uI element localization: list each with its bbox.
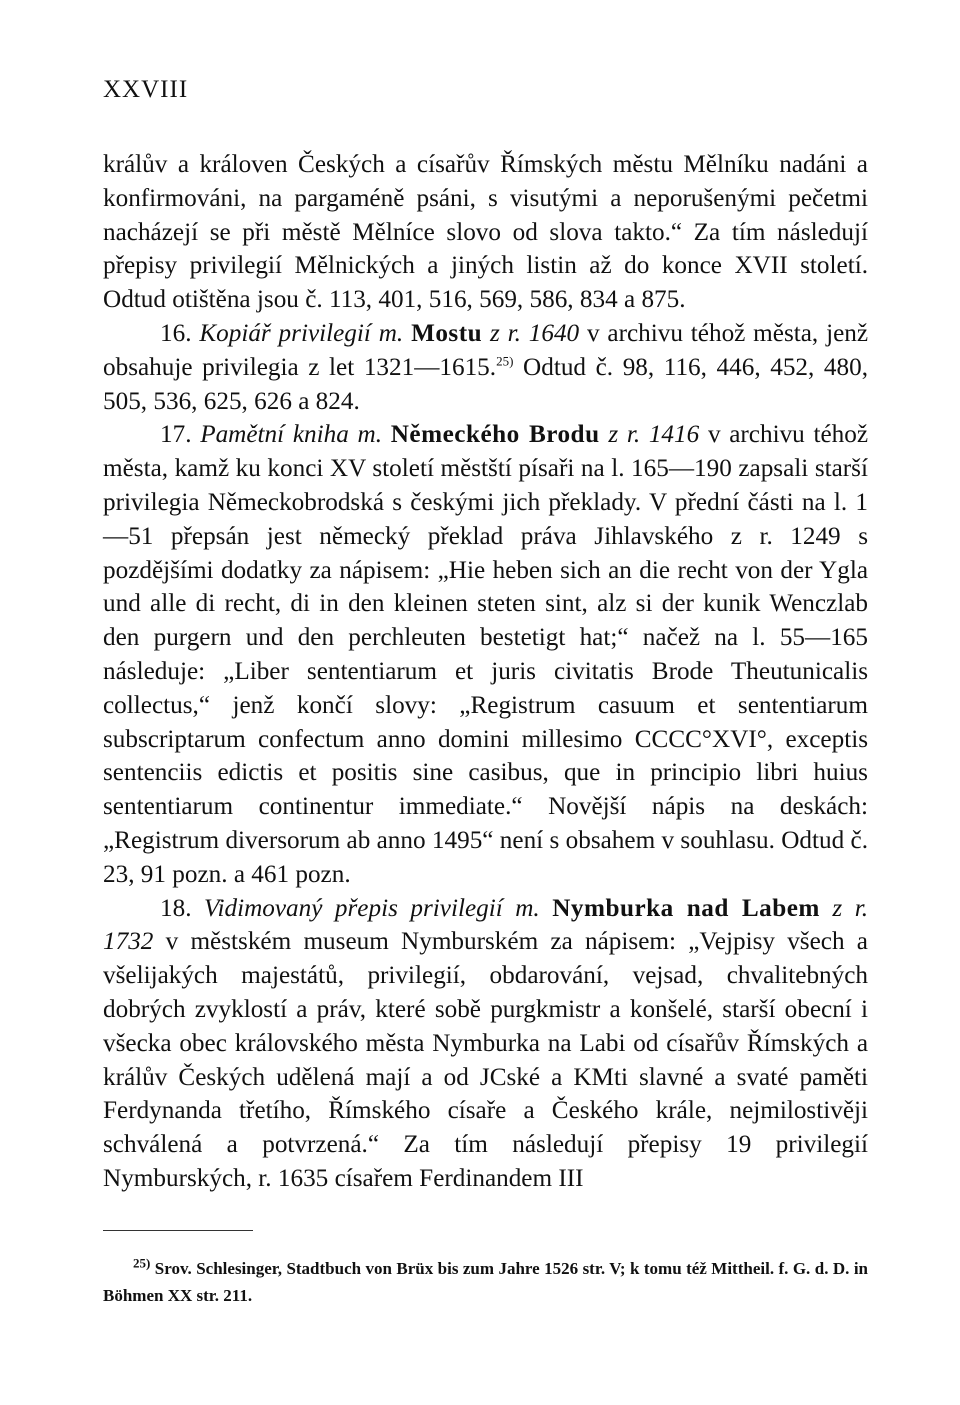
item-place: Německého Brodu	[390, 421, 600, 449]
running-head: XXVIII	[103, 76, 189, 103]
item-place: Nymburka nad Labem	[552, 894, 820, 922]
item-title: Vidimovaný přepis privilegií m.	[203, 894, 540, 922]
paragraph-item-16	[103, 317, 868, 418]
item-number: 18.	[160, 894, 192, 922]
item-text-continued: Odtud č. 98, 116, 446, 452, 480, 505, 536, 625, 626 a 824.	[103, 353, 868, 415]
paragraph-continuation: králův a královen Českých a císařův Římských městu Mělníku nadáni a konfirmováni, na pargaméně psáni, s visutými a neporušenými pečetmi nacházejí se při městě Mělníce slovo od slova takto.“ Za tím následují přepisy privilegií Mělnických a jiných listin až do konce XVII století. Odtud otištěna jsou č. 113, 401, 516, 569, 586, 834 a 875.	[103, 151, 868, 314]
item-place: Mostu	[411, 319, 483, 347]
item-title: Kopiář privilegií m.	[199, 319, 404, 347]
item-text: v archivu téhož města, kamž ku konci XV století městští písaři na l. 165—190 zapsali starší privilegia Německobrodská s českými jich překlady. V přední části na l. 1—51 přepsán jest německý překlad práva Jihlavského z r. 1249 s pozdějšími dodatky za nápisem: „Hie heben sich an die recht von der Ygla und alle di recht, di in den kleinen steten sint, alz si der kunik Wenczlab den purgern und den perchleuten bestetigt hat;“ načež na l. 55—165 následuje: „Liber sententiarum et juris civitatis Brode Theutunicalis collectus,“ jenž končí slovy: „Registrum casuum et sententiarum subscriptarum confectum anno domini millesimo CCCC°XVI°, exceptis sentenciis edictis et positis sine casibus, que in principio libri huius sententiarum continentur immediate.“ Novější nápis na deskách: „Registrum diversorum ab anno 1495“ není s obsahem v souhlasu. Odtud č. 23, 91 pozn. a 461 pozn.	[103, 421, 869, 888]
item-title: Pamětní kniha m.	[200, 421, 383, 449]
paragraph-item-17	[103, 418, 868, 891]
footnote-text: Srov. Schlesinger, Stadtbuch von Brüx bis zum Jahre 1526 str. V; k tomu též Mittheil. f. G. d. D. in Böhmen XX str. 211.	[103, 1258, 869, 1305]
item-number: 17.	[160, 421, 192, 449]
paragraph-item-18	[103, 892, 868, 1196]
footnote-25	[103, 1255, 868, 1309]
item-year: z r. 1732	[103, 894, 869, 956]
item-year: z r. 1416	[608, 421, 700, 449]
footnote-divider	[103, 1230, 253, 1231]
page	[103, 70, 868, 1309]
item-number: 16.	[160, 319, 192, 347]
body-text	[103, 148, 868, 1196]
item-year: z r. 1640	[489, 319, 580, 347]
footnote-reference: 25)	[496, 353, 514, 369]
item-text: v městském museum Nymburském za nápisem: „Vejpisy všech a všelijakých majestátů, privilegií, obdarování, vejsad, chvalitebných dobrých zvyklostí a práv, které sobě purgkmistr a konšelé, starší obecní i všecka obec královského města Nymburka na Labi od císařův Římských a králův Českých udělená mají a od JCské a KMti slavné a svaté paměti Ferdynanda třetího, Římského císaře a Českého krále, nejmilostivěji schválená a potvrzená.“ Za tím následují přepisy 19 privilegií Nymburských, r. 1635 císařem Ferdinandem III	[103, 928, 868, 1192]
footnote-mark: 25)	[133, 1255, 151, 1271]
item-text: v archivu téhož města, jenž obsahuje privilegia z let 1321—1615.	[103, 319, 869, 381]
footnotes	[103, 1255, 868, 1309]
